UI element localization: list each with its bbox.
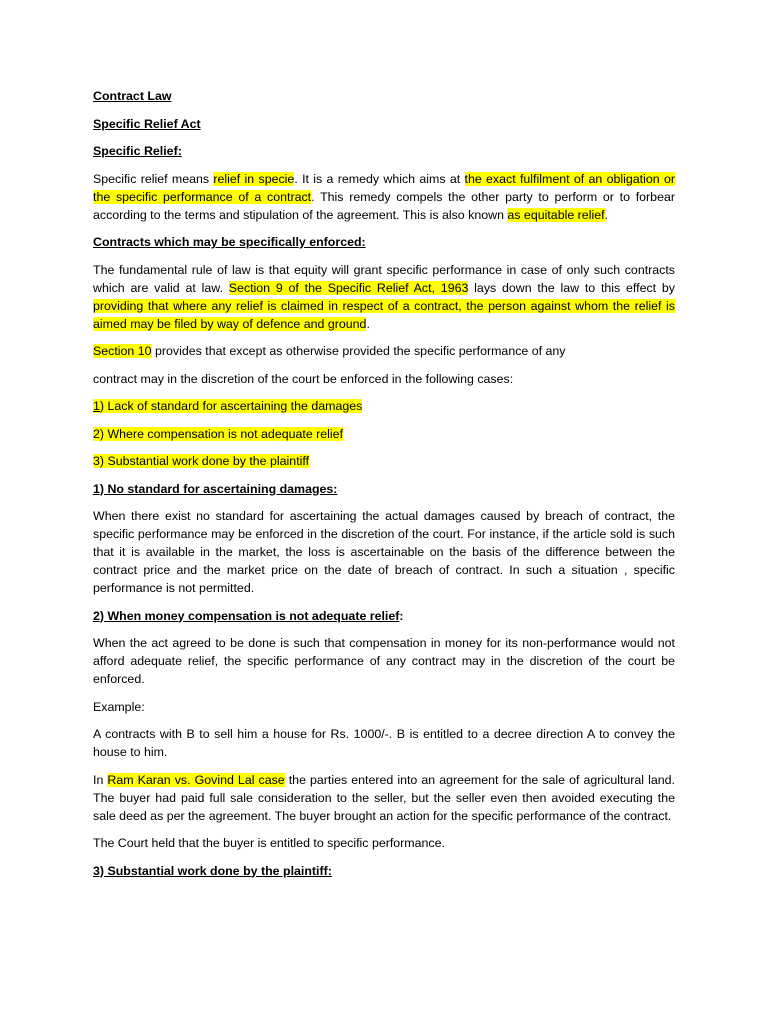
- heading-money-compensation-text: When money compensation is not adequate relief: [104, 608, 400, 623]
- title-contract-law: Contract Law: [93, 89, 172, 103]
- heading-money-compensation-number: 2): [93, 608, 105, 623]
- highlight-section-10: Section 10: [93, 344, 152, 358]
- text: In: [93, 772, 108, 787]
- paragraph-no-standard: When there exist no standard for ascertaining the actual damages caused by breach of contract, the specific performance may be enforced in the discretion of the court. For instance, if the article sold is such that it is available in the market, the loss is ascertainable on the basis of the difference between the contract price and the market price on the date of breach of contract. In such a situation , specific performance is not permitted.: [93, 509, 675, 595]
- paragraph-discretion-cases: contract may in the discretion of the court be enforced in the following cases:: [93, 371, 514, 386]
- case-2-text: 2) Where compensation is not adequate relief: [93, 426, 344, 441]
- case-3-text: 3) Substantial work done by the plaintiff: [93, 454, 310, 468]
- paragraph-section-10: [93, 342, 675, 360]
- highlight-equitable-relief: as equitable relief: [507, 207, 605, 222]
- paragraph-fundamental-rule: [93, 261, 675, 333]
- text: .: [604, 207, 608, 222]
- case-1-number: 1: [93, 399, 100, 413]
- example-label: Example:: [93, 699, 145, 714]
- text: provides that except as otherwise provided the specific performance of any: [151, 344, 566, 358]
- text: . This remedy compels the other party to perform or to forbear according to the terms and stipulation of the agreement. This is also known: [93, 189, 675, 222]
- paragraph-money-compensation: When the act agreed to be done is such that compensation in money for its non-performance would not afford adequate relief, the specific performance of any contract may in the discretion of the court be enforced.: [93, 636, 675, 686]
- title-specific-relief-act: Specific Relief Act: [93, 116, 201, 131]
- heading-specific-relief: Specific Relief:: [93, 144, 182, 158]
- text: .: [366, 316, 370, 331]
- case-item-1: [93, 397, 675, 415]
- highlight-section-9: Section 9 of the Specific Relief Act, 1963: [228, 280, 469, 295]
- heading-substantial-work: 3) Substantial work done by the plaintiff:: [93, 863, 332, 878]
- heading-no-standard: 1) No standard for ascertaining damages:: [93, 481, 338, 496]
- paragraph-ram-karan-case: [93, 771, 675, 825]
- highlight-relief-in-specie: relief in specie: [213, 171, 295, 186]
- case-item-2: [93, 425, 675, 443]
- text: The fundamental rule of law is that equity will grant specific performance in case of only such contracts which are valid at law.: [93, 262, 675, 295]
- document-page: [93, 87, 675, 889]
- text: the parties entered into an agreement for the sale of agricultural land. The buyer had paid full sale consideration to the seller, but the seller even then avoided executing the sale deed as per the agreement. The buyer brought an action for the specific performance of the contract.: [93, 772, 675, 823]
- highlight-defence-clause: providing that where any relief is claimed in respect of a contract, the person against whom the relief is aimed may be filed by way of defence and ground: [93, 298, 675, 331]
- highlight-exact-fulfilment: the exact fulfilment of an obligation or the specific performance of a contract: [93, 171, 675, 204]
- highlight-case-name: Ram Karan vs. Govind Lal case: [107, 772, 285, 787]
- paragraph-example-house: A contracts with B to sell him a house for Rs. 1000/-. B is entitled to a decree direction A to convey the house to him.: [93, 727, 675, 759]
- case-item-3: [93, 452, 675, 470]
- paragraph-court-held: The Court held that the buyer is entitled to specific performance.: [93, 836, 445, 850]
- paragraph-specific-relief-definition: [93, 170, 675, 224]
- heading-money-compensation: [93, 607, 675, 625]
- text: lays down the law to this effect by: [468, 280, 675, 295]
- heading-contracts-enforced: Contracts which may be specifically enforced:: [93, 235, 366, 249]
- text: . It is a remedy which aims at: [294, 171, 465, 186]
- text: Specific relief means: [93, 171, 214, 186]
- case-1-text: ) Lack of standard for ascertaining the damages: [99, 399, 363, 413]
- heading-money-compensation-colon: :: [399, 608, 404, 623]
